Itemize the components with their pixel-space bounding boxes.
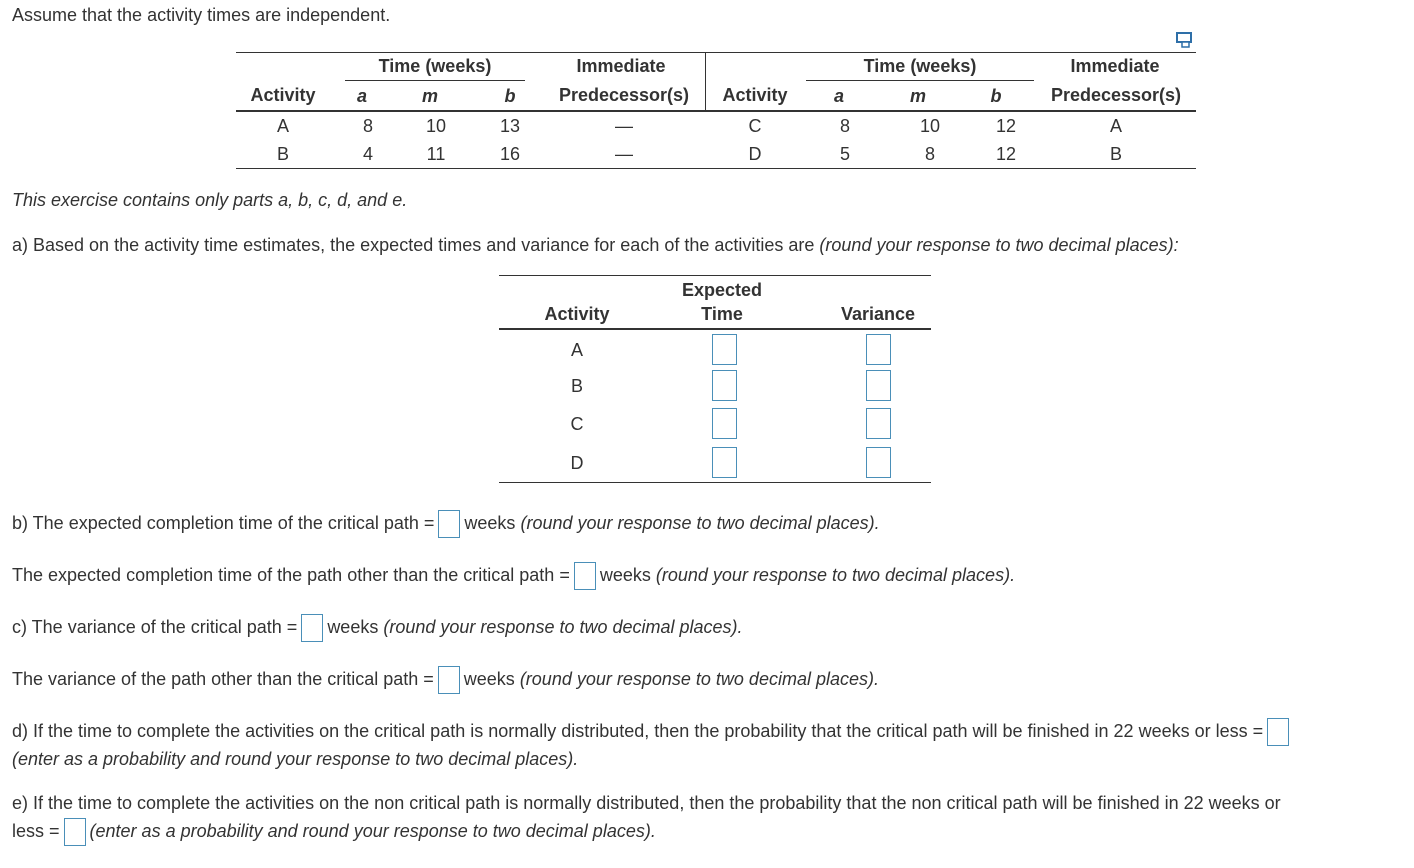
a-cell: 5 [839, 144, 850, 164]
exercise-note: This exercise contains only parts a, b, c, d, and e. [12, 190, 408, 210]
critical-path-time-input[interactable] [438, 510, 460, 538]
expected-time-input-c[interactable] [712, 408, 737, 439]
unit-label: weeks [463, 669, 515, 689]
copy-table-icon[interactable] [1176, 32, 1194, 48]
a-cell: 8 [362, 116, 373, 136]
immediate-header-left: Immediate [576, 56, 666, 76]
col-b-right: b [990, 86, 1002, 106]
variance-input-c[interactable] [866, 408, 891, 439]
pred-cell: — [615, 116, 633, 136]
part-b-noncritical-line [12, 560, 1015, 590]
activity-cell: D [570, 453, 584, 473]
col-b-left: b [504, 86, 516, 106]
hint-text: (round your response to two decimal places). [655, 565, 1016, 585]
activity-header-right: Activity [722, 85, 788, 105]
noncritical-path-variance-input[interactable] [438, 666, 460, 694]
part-b-noncritical-text: The expected completion time of the path other than the critical path = [12, 565, 570, 585]
part-e-prefix: less = [12, 821, 60, 841]
pred-cell: A [1109, 116, 1122, 136]
part-b-critical-line [12, 508, 880, 538]
col-m-left: m [421, 86, 438, 106]
b-cell: 12 [995, 144, 1017, 164]
immediate-header-right: Immediate [1070, 56, 1160, 76]
part-a-hint: (round your response to two decimal places): [819, 235, 1179, 255]
part-d-line [12, 716, 1293, 746]
pred-cell: B [1109, 144, 1122, 164]
part-a-question: a) Based on the activity time estimates, the expected times and variance for each of the activities are [12, 235, 820, 255]
variance-input-b[interactable] [866, 370, 891, 401]
part-c-critical-line [12, 612, 743, 642]
time-weeks-header-left: Time (weeks) [378, 56, 492, 76]
m-cell: 11 [426, 144, 446, 164]
activity-col-header: Activity [544, 304, 610, 324]
part-e-line2 [12, 816, 656, 846]
critical-path-variance-input[interactable] [301, 614, 323, 642]
unit-label: weeks [464, 513, 516, 533]
time-weeks-header-right: Time (weeks) [863, 56, 977, 76]
expected-time-header: Expected [681, 280, 763, 300]
hint-text: (round your response to two decimal places). [383, 617, 743, 637]
expected-time-input-a[interactable] [712, 334, 737, 365]
variance-header: Variance [840, 304, 916, 324]
activity-cell: A [276, 116, 289, 136]
critical-path-probability-input[interactable] [1267, 718, 1289, 746]
intro-text: Assume that the activity times are independent. [12, 5, 391, 25]
activity-cell: C [748, 116, 762, 136]
predecessors-header-right: Predecessor(s) [1050, 85, 1182, 105]
variance-input-d[interactable] [866, 447, 891, 478]
activity-cell: B [276, 144, 289, 164]
part-e-hint: (enter as a probability and round your response to two decimal places). [89, 821, 656, 841]
noncritical-path-time-input[interactable] [574, 562, 596, 590]
activity-cell: A [570, 340, 583, 360]
part-a-text [12, 235, 1179, 256]
hint-text: (round your response to two decimal places). [520, 513, 880, 533]
activity-cell: D [748, 144, 762, 164]
b-cell: 12 [995, 116, 1017, 136]
pred-cell: — [615, 144, 633, 164]
activity-cell: B [570, 376, 583, 396]
expected-time-input-d[interactable] [712, 447, 737, 478]
col-a-left: a [356, 86, 367, 106]
hint-text: (round your response to two decimal places). [519, 669, 879, 689]
expected-time-header-2: Time [701, 304, 743, 324]
col-a-right: a [833, 86, 844, 106]
unit-label: weeks [327, 617, 379, 637]
a-cell: 4 [362, 144, 373, 164]
part-d-text: d) If the time to complete the activities on the critical path is normally distributed, then the probability that the critical path will be finished in 22 weeks or less = [12, 721, 1264, 741]
m-cell: 8 [924, 144, 935, 164]
part-c-noncritical-line [12, 664, 879, 694]
unit-label: weeks [599, 565, 651, 585]
part-d-hint: (enter as a probability and round your response to two decimal places). [12, 749, 579, 769]
b-cell: 13 [499, 116, 521, 136]
a-cell: 8 [839, 116, 850, 136]
noncritical-path-probability-input[interactable] [64, 818, 86, 846]
variance-input-a[interactable] [866, 334, 891, 365]
part-e-text: e) If the time to complete the activities on the non critical path is normally distributed, then the probability that the non critical path will be finished in 22 weeks or [12, 793, 1281, 813]
part-b-critical-text: b) The expected completion time of the critical path = [12, 513, 435, 533]
predecessors-header-left: Predecessor(s) [558, 85, 690, 105]
m-cell: 10 [919, 116, 941, 136]
expected-time-input-b[interactable] [712, 370, 737, 401]
col-m-right: m [909, 86, 926, 106]
activity-cell: C [570, 414, 584, 434]
activity-header-left: Activity [250, 85, 316, 105]
part-c-critical-text: c) The variance of the critical path = [12, 617, 298, 637]
b-cell: 16 [499, 144, 521, 164]
part-c-noncritical-text: The variance of the path other than the critical path = [12, 669, 434, 689]
m-cell: 10 [425, 116, 447, 136]
